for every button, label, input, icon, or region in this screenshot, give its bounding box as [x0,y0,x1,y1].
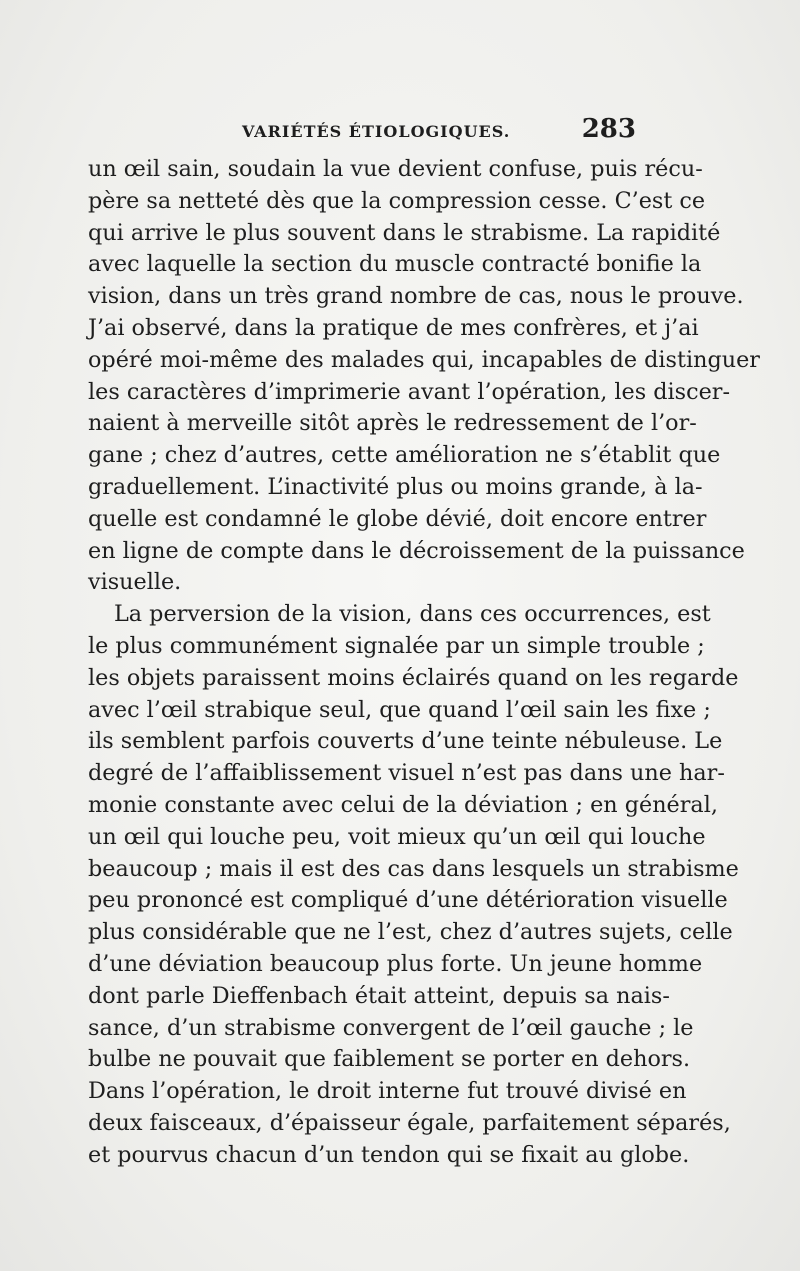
body-text [88,154,760,1172]
text-line: dont parle Dieffenbach était atteint, depuis sa nais- [88,982,670,1009]
running-title: VARIÉTÉS ÉTIOLOGIQUES. [242,122,511,141]
text-line: sance, d’un strabisme convergent de l’œil gauche ; le [88,1014,694,1041]
text-line: monie constante avec celui de la déviation ; en général, [88,791,718,818]
text-line: avec laquelle la section du muscle contracté bonifie la [88,251,702,278]
running-head [88,112,636,152]
text-line: d’une déviation beaucoup plus forte. Un jeune homme [88,950,703,977]
text-line: beaucoup ; mais il est des cas dans lesquels un strabisme [88,855,739,882]
text-line: le plus communément signalée par un simple trouble ; [88,632,705,659]
text-line: J’ai observé, dans la pratique de mes confrères, et j’ai [88,314,699,341]
text-line: peu prononcé est compliqué d’une détérioration visuelle [88,887,728,914]
text-line: deux faisceaux, d’épaisseur égale, parfaitement séparés, [88,1109,731,1136]
text-line: opéré moi-même des malades qui, incapables de distinguer [88,346,760,373]
text-line: un œil sain, soudain la vue devient confuse, puis récu- [88,156,703,182]
text-line: et pourvus chacun d’un tendon qui se fixait au globe. [88,1141,690,1168]
text-line: La perversion de la vision, dans ces occurrences, est [114,601,711,628]
text-line: visuelle. [88,569,182,596]
text-line: les caractères d’imprimerie avant l’opération, les discer- [88,378,731,405]
text-line: graduellement. L’inactivité plus ou moins grande, à la- [88,473,703,500]
text-line: vision, dans un très grand nombre de cas, nous le prouve. [88,283,744,310]
text-line: plus considérable que ne l’est, chez d’autres sujets, celle [88,919,733,946]
text-line: ils semblent parfois couverts d’une teinte nébuleuse. Le [88,728,723,755]
text-line: Dans l’opération, le droit interne fut trouvé divisé en [88,1078,687,1105]
text-line: bulbe ne pouvait que faiblement se porter en dehors. [88,1046,691,1073]
text-line: avec l’œil strabique seul, que quand l’œil sain les fixe ; [88,696,711,723]
page-number: 283 [581,114,636,144]
text-line: gane ; chez d’autres, cette amélioration ne s’établit que [88,442,721,469]
text-line: qui arrive le plus souvent dans le strabisme. La rapidité [88,219,721,246]
text-line: degré de l’affaiblissement visuel n’est pas dans une har- [88,760,725,787]
text-line: un œil qui louche peu, voit mieux qu’un œil qui louche [88,823,706,850]
text-line: les objets paraissent moins éclairés quand on les regarde [88,664,739,691]
text-line: quelle est condamné le globe dévié, doit encore entrer [88,505,707,532]
text-line: père sa netteté dès que la compression cesse. C’est ce [88,187,706,214]
text-line: en ligne de compte dans le décroissement de la puissance [88,537,745,564]
text-line: naient à merveille sitôt après le redressement de l’or- [88,410,697,437]
